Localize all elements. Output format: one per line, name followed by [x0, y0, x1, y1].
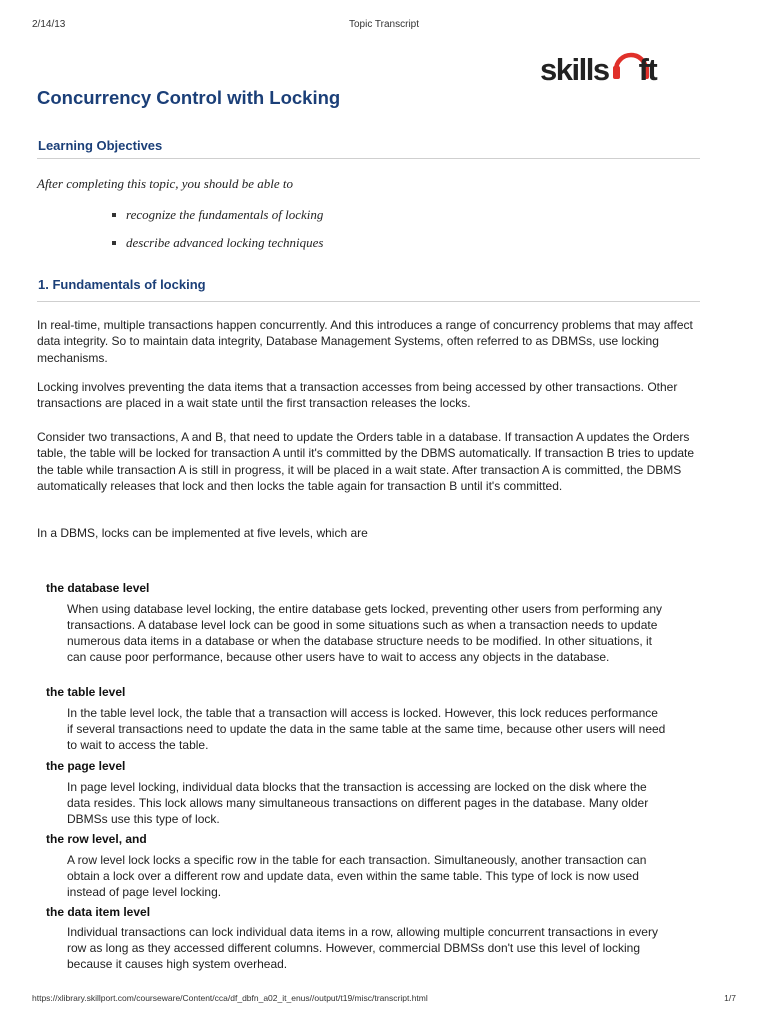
lock-level-term: the database level [46, 581, 150, 595]
paragraph: Locking involves preventing the data items that a transaction accesses from being accessed by other transactions. Other transactions are placed in a wait state until the first transaction releases the locks. [37, 380, 678, 411]
section-heading: 1. Fundamentals of locking [38, 277, 206, 292]
lock-level-definition: When using database level locking, the entire database gets locked, preventing other users from performing any transactions. A database level lock can be good in some situations such as when a transaction needs to update numerous data items in a database or when the database structure needs to be modified. In other situations, it can cause poor performance, because other users have to wait to access any objects in the database. [67, 602, 663, 664]
lock-level-term: the page level [46, 759, 126, 773]
objectives-intro: After completing this topic, you should be able to [37, 176, 293, 191]
lock-level-term: the data item level [46, 905, 151, 919]
objective-item: recognize the fundamentals of locking [110, 207, 323, 235]
lock-level-definition: Individual transactions can lock individual data items in a row, allowing multiple concurrent transactions in every row as long as they accessed different columns. However, commercial DBMSs don't use this level of locking because it causes high system overhead. [67, 925, 658, 971]
print-date: 2/14/13 [32, 19, 66, 30]
lock-level-term: the row level, and [46, 832, 147, 846]
lock-level-definition: In the table level lock, the table that a transaction will access is locked. However, this lock reduces performance if several transactions need to update the data in the same table at the same time, because other users will need to wait to access the table. [67, 706, 666, 752]
divider [37, 301, 700, 302]
objectives-list [110, 207, 323, 263]
divider [37, 158, 700, 159]
paragraph: In real-time, multiple transactions happen concurrently. And this introduces a range of concurrency problems that may affect data integrity. So to maintain data integrity, Database Management Systems, often referred to as DBMSs, use locking mechanisms. [37, 318, 693, 365]
lock-level-definition: In page level locking, individual data blocks that the transaction is accessing are locked on the disk where the data resides. This lock allows many simultaneous transactions on different pages in the database. Many older DBMSs use this type of lock. [67, 780, 649, 826]
print-title: Topic Transcript [348, 19, 420, 30]
lock-level-term: the table level [46, 685, 126, 699]
learning-objectives-heading: Learning Objectives [38, 138, 163, 153]
paragraph: In a DBMS, locks can be implemented at five levels, which are [37, 526, 368, 540]
logo-wordmark: skills ft [540, 52, 657, 87]
paragraph: Consider two transactions, A and B, that need to update the Orders table in a database. If transaction A updates the Orders table, the table will be locked for transaction A until it's committed by the DBMS automatically. If transaction B tries to update the table while transaction A is still in progress, it will be placed in a wait state. After transaction A is committed, the DBMS automatically releases that lock and then locks the table again for transaction B until it's committed. [37, 430, 695, 493]
page-url: https://xlibrary.skillport.com/courseware/Content/cca/df_dbfn_a02_it_enus//output/t19/misc/transcript.html [32, 993, 428, 1003]
page-number: 1/7 [724, 993, 736, 1003]
lock-level-definition: A row level lock locks a specific row in the table for each transaction. Simultaneously, another transaction can obtain a lock over a different row and update data, even within the same table. This type of lock is now used instead of page level locking. [67, 853, 647, 899]
objective-item: describe advanced locking techniques [110, 235, 323, 263]
skillsoft-logo [540, 36, 670, 92]
page-title: Concurrency Control with Locking [37, 87, 341, 108]
